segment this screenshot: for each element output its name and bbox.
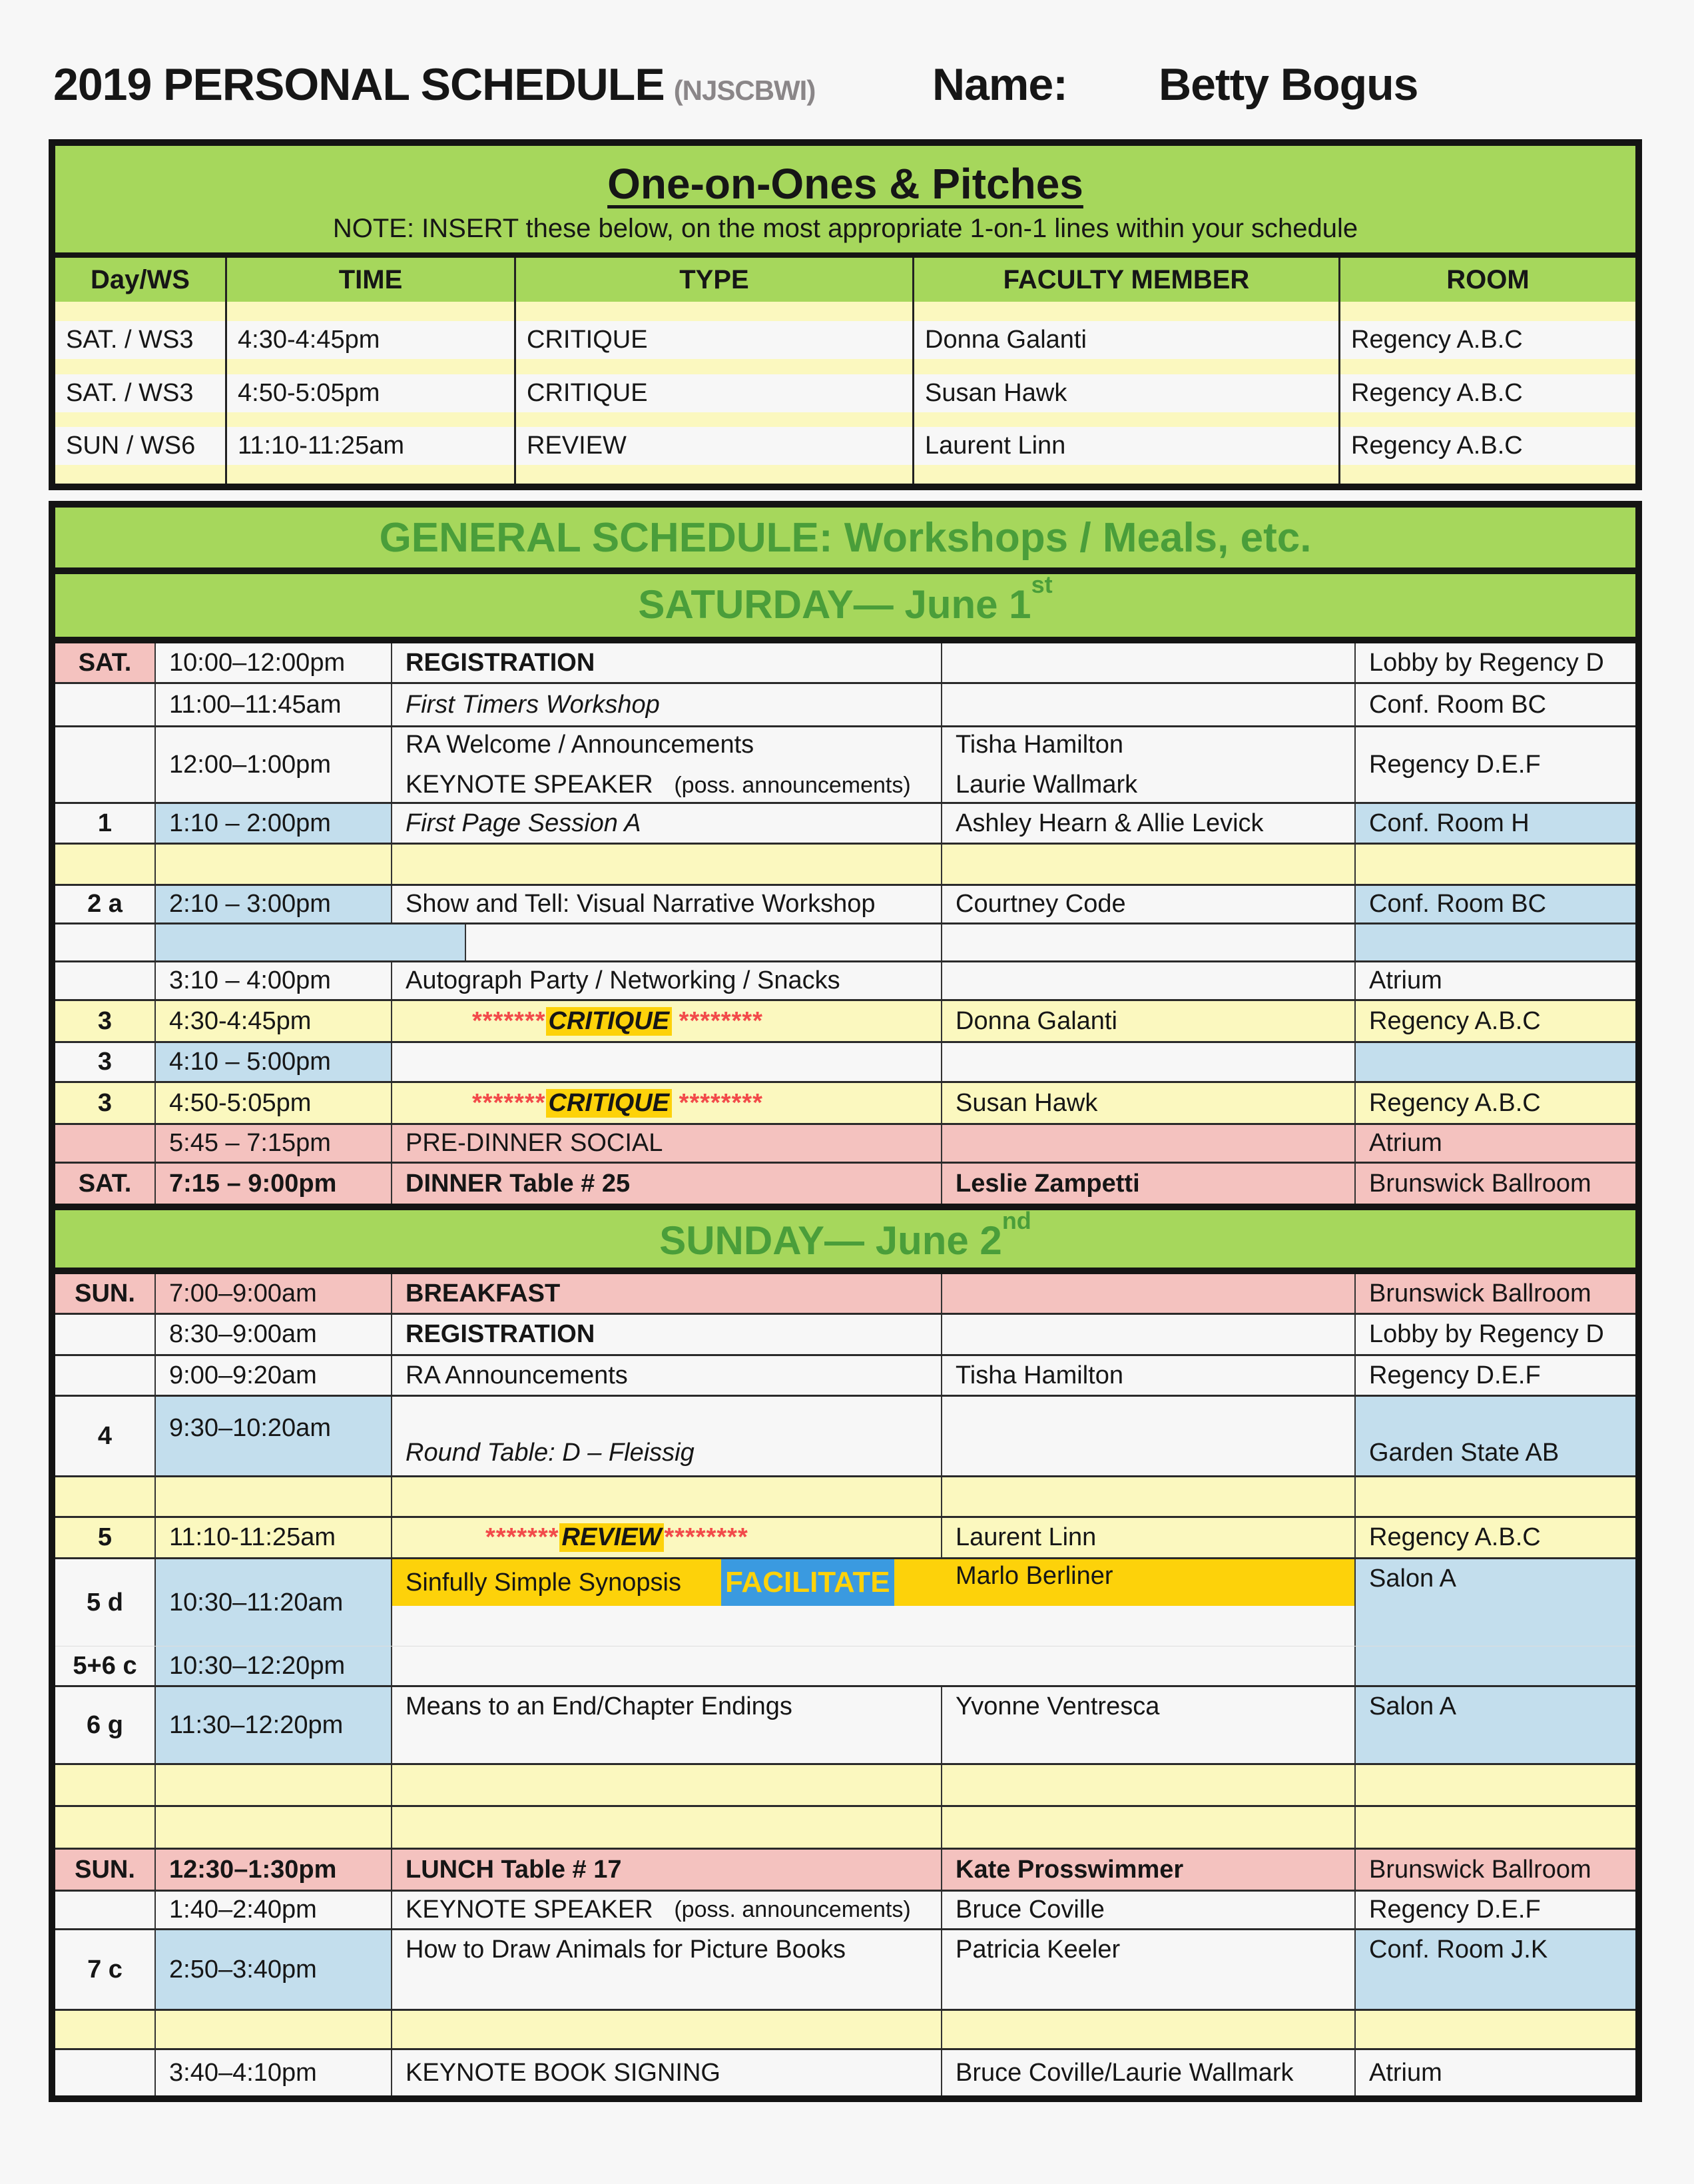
cell-ws: 5+6 c — [55, 1646, 156, 1685]
schedule-row — [55, 1559, 1635, 1646]
saturday-heading-sup: st — [1031, 571, 1053, 598]
empty-cell — [392, 845, 942, 884]
spacer-cell — [1340, 302, 1635, 321]
cell-time: 9:30–10:20am — [156, 1397, 392, 1475]
cell-event: First Timers Workshop — [392, 684, 942, 725]
cell-time: 4:50-5:05pm — [156, 1083, 392, 1123]
cell-event — [392, 1083, 942, 1123]
spacer-cell — [914, 412, 1340, 427]
cell-room — [1356, 1043, 1635, 1081]
cell-event: RA Announcements — [392, 1356, 942, 1395]
one-on-ones-table — [55, 258, 1635, 484]
cell-ws — [55, 1125, 156, 1162]
cell-room: Atrium — [1369, 1129, 1442, 1157]
cell-room: Conf. Room BC — [1369, 690, 1547, 719]
cell-room: Regency D.E.F — [1369, 1896, 1541, 1924]
cell-day: SAT. / WS3 — [55, 321, 227, 359]
empty-cell — [156, 1765, 392, 1805]
saturday-heading — [55, 571, 1635, 643]
spacer-cell — [1340, 465, 1635, 484]
empty-cell — [156, 2011, 392, 2048]
schedule-row — [55, 1164, 1635, 1204]
schedule-row — [55, 1892, 1635, 1930]
one-on-one-slot-row — [55, 2011, 1635, 2050]
cell-room: Atrium — [1369, 2058, 1442, 2087]
sunday-heading — [55, 1204, 1635, 1274]
stars-after: ******** — [664, 1523, 748, 1551]
cell-ws: 3 — [55, 1083, 156, 1123]
faculty-line-1: Tisha Hamilton — [956, 731, 1124, 759]
cell-room: Salon A — [1356, 1559, 1635, 1646]
cell-faculty — [942, 643, 1356, 682]
cell-event — [392, 1001, 942, 1041]
spacer-row — [55, 302, 1635, 323]
schedule-row — [55, 1646, 1635, 1687]
cell-room: Conf. Room J.K — [1356, 1930, 1635, 2009]
cell-event: LUNCH Table # 17 — [392, 1850, 942, 1890]
cell-ws: 7 c — [55, 1930, 156, 2009]
cell-time: 12:00–1:00pm — [156, 727, 392, 802]
cell-room: Regency A.B.C — [1369, 1088, 1541, 1117]
cell-room: Regency A.B.C — [1351, 379, 1523, 407]
empty-cell — [466, 924, 942, 960]
table-row — [55, 321, 1635, 361]
cell-event: REGISTRATION — [392, 643, 942, 682]
empty-cell — [1356, 1477, 1635, 1516]
cell-ws: 4 — [55, 1397, 156, 1475]
cell-event: Autograph Party / Networking / Snacks — [392, 962, 942, 999]
keynote-note: (poss. announcements) — [674, 772, 911, 798]
cell-day: SAT. / WS3 — [55, 374, 227, 412]
spacer-cell — [914, 465, 1340, 484]
stars-before: ******* — [485, 1523, 559, 1551]
spacer-cell — [516, 412, 914, 427]
cell-faculty: Tisha Hamilton — [942, 1356, 1356, 1395]
cell-time: 7:00–9:00am — [156, 1274, 392, 1313]
schedule-row — [55, 1043, 1635, 1083]
empty-cell — [942, 924, 1356, 960]
cell-faculty: Courtney Code — [942, 886, 1356, 922]
cell-time: 11:10-11:25am — [227, 427, 516, 465]
schedule-row — [55, 727, 1635, 804]
empty-cell — [1356, 924, 1635, 960]
cell-room: Salon A — [1356, 1687, 1635, 1763]
cell-event: BREAKFAST — [392, 1274, 942, 1313]
empty-cell — [156, 845, 392, 884]
cell-room: Conf. Room H — [1356, 804, 1635, 843]
cell-ws: SAT. — [55, 1164, 156, 1204]
cell-time: 5:45 – 7:15pm — [156, 1125, 392, 1162]
cell-faculty — [942, 727, 1356, 802]
empty-cell — [942, 1765, 1356, 1805]
empty-cell — [55, 845, 156, 884]
cell-time: 1:40–2:40pm — [156, 1892, 392, 1928]
general-schedule-section — [49, 501, 1642, 2102]
cell-event — [392, 1892, 942, 1928]
empty-cell — [1356, 845, 1635, 884]
cell-faculty: Bruce Coville/Laurie Wallmark — [942, 2050, 1356, 2095]
empty-cell — [156, 1807, 392, 1848]
cell-ws: 5 d — [55, 1559, 156, 1646]
attendee-name: Betty Bogus — [1159, 59, 1418, 110]
cell-faculty — [942, 1315, 1356, 1354]
event-line-2 — [406, 765, 911, 803]
table-row — [55, 427, 1635, 467]
critique-highlight: CRITIQUE — [546, 1089, 673, 1118]
cell-event: Round Table: D – Fleissig — [392, 1397, 942, 1475]
critique-highlight: CRITIQUE — [546, 1007, 673, 1036]
cell-room: Regency A.B.C — [1351, 326, 1523, 354]
review-highlight: REVIEW — [559, 1523, 665, 1552]
cell-ws — [55, 2050, 156, 2095]
schedule-row-continuation — [55, 924, 1635, 962]
facilitate-badge: FACILITATE — [721, 1559, 894, 1606]
cell-event: REGISTRATION — [392, 1315, 942, 1354]
cell-time: 1:10 – 2:00pm — [156, 804, 392, 843]
name-label: Name: — [932, 59, 1067, 110]
empty-cell — [55, 1477, 156, 1516]
cell-ws: SAT. — [55, 643, 156, 682]
spacer-cell — [227, 302, 516, 321]
cell-time: 7:15 – 9:00pm — [156, 1164, 392, 1204]
org-label: (NJSCBWI) — [673, 75, 816, 106]
cell-ws: SUN. — [55, 1274, 156, 1313]
keynote-note: (poss. announcements) — [674, 1897, 911, 1922]
faculty-highlight — [942, 1559, 1354, 1606]
schedule-row — [55, 1001, 1635, 1043]
cell-faculty — [942, 684, 1356, 725]
cell-event — [392, 1646, 942, 1685]
sunday-heading-sup: nd — [1001, 1207, 1031, 1234]
cell-time: 10:30–11:20am — [156, 1559, 392, 1646]
sunday-heading-text: SUNDAY— June 2 — [659, 1218, 1002, 1263]
schedule-row — [55, 1083, 1635, 1125]
schedule-row — [55, 804, 1635, 845]
cell-room: Brunswick Ballroom — [1369, 1169, 1591, 1198]
spacer-cell — [55, 412, 227, 427]
general-schedule-title: GENERAL SCHEDULE: Workshops / Meals, etc. — [55, 508, 1635, 574]
table-row — [55, 374, 1635, 414]
cell-time: 4:30-4:45pm — [227, 321, 516, 359]
cell-time: 8:30–9:00am — [156, 1315, 392, 1354]
cell-ws — [55, 1356, 156, 1395]
stars-before: ******* — [472, 1006, 546, 1035]
spacer-cell — [516, 359, 914, 374]
empty-cell — [942, 1477, 1356, 1516]
spacer-cell — [1340, 412, 1635, 427]
cell-event — [392, 1518, 942, 1557]
cell-room: Regency A.B.C — [1369, 1006, 1541, 1035]
spacer-cell — [227, 465, 516, 484]
empty-cell — [55, 1807, 156, 1848]
cell-event: First Page Session A — [392, 804, 942, 843]
cell-faculty: Kate Prosswimmer — [942, 1850, 1356, 1890]
column-header-faculty: FACULTY MEMBER — [914, 258, 1340, 302]
cell-faculty: Susan Hawk — [914, 374, 1340, 412]
schedule-row — [55, 1518, 1635, 1559]
cell-time: 11:00–11:45am — [156, 684, 392, 725]
cell-faculty: Laurent Linn — [942, 1518, 1356, 1557]
cell-time: 2:50–3:40pm — [156, 1930, 392, 2009]
schedule-row — [55, 1930, 1635, 2011]
schedule-row — [55, 962, 1635, 1001]
empty-cell — [1356, 1807, 1635, 1848]
cell-ws: 3 — [55, 1043, 156, 1081]
cell-room: Brunswick Ballroom — [1369, 1279, 1591, 1307]
schedule-row — [55, 684, 1635, 727]
schedule-row — [55, 1356, 1635, 1397]
cell-time: 3:10 – 4:00pm — [156, 962, 392, 999]
cell-ws: 6 g — [55, 1687, 156, 1763]
one-on-ones-title: One-on-Ones & Pitches — [607, 160, 1083, 208]
cell-ws: 5 — [55, 1518, 156, 1557]
empty-cell — [392, 1765, 942, 1805]
one-on-ones-note: NOTE: INSERT these below, on the most appropriate 1-on-1 lines within your schedule — [332, 214, 1358, 243]
keynote-label: KEYNOTE SPEAKER — [406, 1896, 653, 1924]
cell-faculty: Donna Galanti — [942, 1001, 1356, 1041]
cell-room: Lobby by Regency D — [1369, 648, 1604, 677]
cell-room: Conf. Room BC — [1356, 886, 1635, 922]
cell-event: Show and Tell: Visual Narrative Workshop — [392, 886, 942, 922]
cell-room: Lobby by Regency D — [1369, 1320, 1604, 1348]
empty-cell — [55, 924, 156, 960]
one-on-one-slot-row — [55, 845, 1635, 886]
empty-cell — [156, 1477, 392, 1516]
cell-ws: 3 — [55, 1001, 156, 1041]
empty-cell — [156, 924, 466, 960]
faculty-line-2: Laurie Wallmark — [956, 771, 1138, 799]
event-line-1: RA Welcome / Announcements — [406, 730, 754, 759]
cell-event: Means to an End/Chapter Endings — [392, 1687, 942, 1763]
schedule-row — [55, 643, 1635, 684]
cell-faculty: Leslie Zampetti — [942, 1164, 1356, 1204]
cell-room: Regency A.B.C — [1351, 432, 1523, 460]
one-on-one-slot-row — [55, 1807, 1635, 1850]
cell-room: Brunswick Ballroom — [1369, 1855, 1591, 1884]
schedule-row — [55, 1397, 1635, 1477]
cell-faculty: Laurent Linn — [914, 427, 1340, 465]
cell-ws — [55, 727, 156, 802]
empty-cell — [55, 1765, 156, 1805]
column-header-type: TYPE — [516, 258, 914, 302]
spacer-cell — [227, 412, 516, 427]
stars-after: ******** — [679, 1006, 763, 1035]
cell-ws: 1 — [55, 804, 156, 843]
schedule-row — [55, 1687, 1635, 1765]
cell-event: KEYNOTE BOOK SIGNING — [392, 2050, 942, 2095]
empty-cell — [392, 2011, 942, 2048]
keynote-label: KEYNOTE SPEAKER — [406, 770, 653, 799]
spacer-row — [55, 465, 1635, 484]
spacer-cell — [55, 302, 227, 321]
schedule-row — [55, 1315, 1635, 1356]
cell-time: 11:30–12:20pm — [156, 1687, 392, 1763]
spacer-cell — [1340, 359, 1635, 374]
cell-time: 9:00–9:20am — [156, 1356, 392, 1395]
cell-faculty: Donna Galanti — [914, 321, 1340, 359]
cell-room: Garden State AB — [1356, 1397, 1635, 1475]
cell-time: 10:30–12:20pm — [156, 1646, 392, 1685]
cell-room — [1356, 1646, 1635, 1685]
empty-cell — [55, 2011, 156, 2048]
schedule-title: 2019 PERSONAL SCHEDULE — [53, 59, 665, 110]
cell-type: CRITIQUE — [516, 374, 914, 412]
cell-faculty — [942, 1125, 1356, 1162]
schedule-row — [55, 886, 1635, 924]
stars-before: ******* — [472, 1088, 546, 1117]
cell-type: REVIEW — [516, 427, 914, 465]
cell-ws — [55, 1315, 156, 1354]
cell-event: How to Draw Animals for Picture Books — [392, 1930, 942, 2009]
cell-event — [392, 727, 942, 802]
cell-ws — [55, 684, 156, 725]
one-on-one-slot-row — [55, 1477, 1635, 1518]
cell-faculty — [942, 1043, 1356, 1081]
cell-event — [392, 1559, 942, 1646]
spacer-cell — [516, 302, 914, 321]
table-header-row — [55, 258, 1635, 308]
cell-ws: SUN. — [55, 1850, 156, 1890]
cell-event: DINNER Table # 25 — [392, 1164, 942, 1204]
schedule-row — [55, 1125, 1635, 1164]
empty-cell — [942, 2011, 1356, 2048]
spacer-cell — [227, 359, 516, 374]
event-title: Sinfully Simple Synopsis — [406, 1568, 681, 1597]
cell-time: 4:30-4:45pm — [156, 1001, 392, 1041]
cell-faculty — [942, 1559, 1356, 1646]
cell-room: Regency A.B.C — [1369, 1523, 1541, 1551]
one-on-one-slot-row — [55, 1765, 1635, 1807]
cell-time: 4:10 – 5:00pm — [156, 1043, 392, 1081]
cell-faculty: Patricia Keeler — [942, 1930, 1356, 2009]
cell-faculty: Susan Hawk — [942, 1083, 1356, 1123]
cell-ws — [55, 962, 156, 999]
schedule-row — [55, 2050, 1635, 2095]
cell-room: Regency D.E.F — [1369, 750, 1541, 779]
spacer-cell — [55, 465, 227, 484]
column-header-room: ROOM — [1446, 264, 1530, 294]
spacer-cell — [914, 302, 1340, 321]
empty-cell — [392, 1807, 942, 1848]
cell-faculty: Bruce Coville — [942, 1892, 1356, 1928]
cell-time: 2:10 – 3:00pm — [156, 886, 392, 922]
synopsis-highlight — [392, 1559, 942, 1606]
cell-room: Regency D.E.F — [1369, 1361, 1541, 1389]
cell-faculty — [942, 1397, 1356, 1475]
empty-cell — [1356, 1765, 1635, 1805]
cell-time: 12:30–1:30pm — [156, 1850, 392, 1890]
cell-day: SUN / WS6 — [55, 427, 227, 465]
cell-time: 4:50-5:05pm — [227, 374, 516, 412]
spacer-cell — [914, 359, 1340, 374]
cell-ws — [55, 1892, 156, 1928]
one-on-ones-header — [55, 146, 1635, 258]
stars-after: ******** — [679, 1088, 763, 1117]
empty-cell — [942, 1807, 1356, 1848]
cell-faculty — [942, 962, 1356, 999]
empty-cell — [1356, 2011, 1635, 2048]
faculty-name: Marlo Berliner — [956, 1562, 1113, 1590]
empty-cell — [392, 1477, 942, 1516]
column-header-day-ws: Day/WS — [55, 258, 227, 302]
spacer-cell — [55, 359, 227, 374]
cell-event: PRE-DINNER SOCIAL — [392, 1125, 942, 1162]
spacer-cell — [516, 465, 914, 484]
cell-faculty — [942, 1274, 1356, 1313]
cell-faculty: Yvonne Ventresca — [942, 1687, 1356, 1763]
one-on-ones-section — [49, 139, 1642, 490]
cell-ws: 2 a — [55, 886, 156, 922]
cell-time: 10:00–12:00pm — [156, 643, 392, 682]
page-title — [53, 59, 1418, 111]
cell-time: 3:40–4:10pm — [156, 2050, 392, 2095]
schedule-row — [55, 1274, 1635, 1315]
cell-faculty — [942, 1646, 1356, 1685]
cell-room: Atrium — [1369, 966, 1442, 994]
column-header-time: TIME — [227, 258, 516, 302]
empty-cell — [942, 845, 1356, 884]
cell-event — [392, 1043, 942, 1081]
saturday-heading-text: SATURDAY— June 1 — [638, 582, 1031, 627]
schedule-row — [55, 1850, 1635, 1892]
cell-type: CRITIQUE — [516, 321, 914, 359]
cell-faculty: Ashley Hearn & Allie Levick — [942, 804, 1356, 843]
cell-time: 11:10-11:25am — [156, 1518, 392, 1557]
